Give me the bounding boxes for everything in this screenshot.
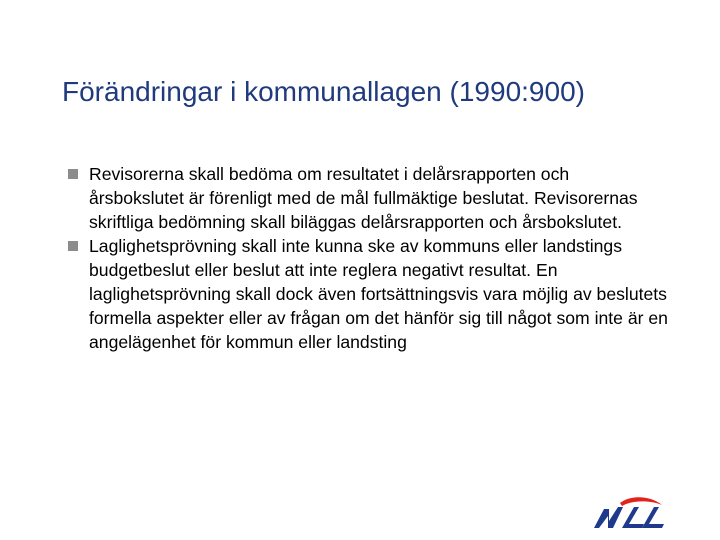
nll-logo-icon — [592, 497, 672, 531]
square-bullet-icon — [68, 241, 78, 251]
bullet-text: Revisorerna skall bedöma om resultatet i delårsrapporten och årsbokslutet är förenligt med de mål fullmäktige beslutat. Revisorernas skriftliga bedömning skall biläggas delårsrapporten och årsbokslutet. — [89, 164, 638, 232]
bullet-text: Laglighetsprövning skall inte kunna ske av kommuns eller landstings budgetbeslut eller beslut att inte reglera negativt resultat. En laglighetsprövning skall dock även fortsättningsvis vara möjlig av beslutets formella aspekter eller av frågan om det hänför sig till något som inte är en angelägenhet för kommun eller landsting — [89, 236, 668, 352]
bullet-item — [68, 162, 668, 234]
slide-title: Förändringar i kommunallagen (1990:900) — [62, 76, 585, 107]
bullet-item — [68, 234, 668, 354]
bullet-list — [68, 162, 668, 354]
square-bullet-icon — [68, 169, 78, 179]
